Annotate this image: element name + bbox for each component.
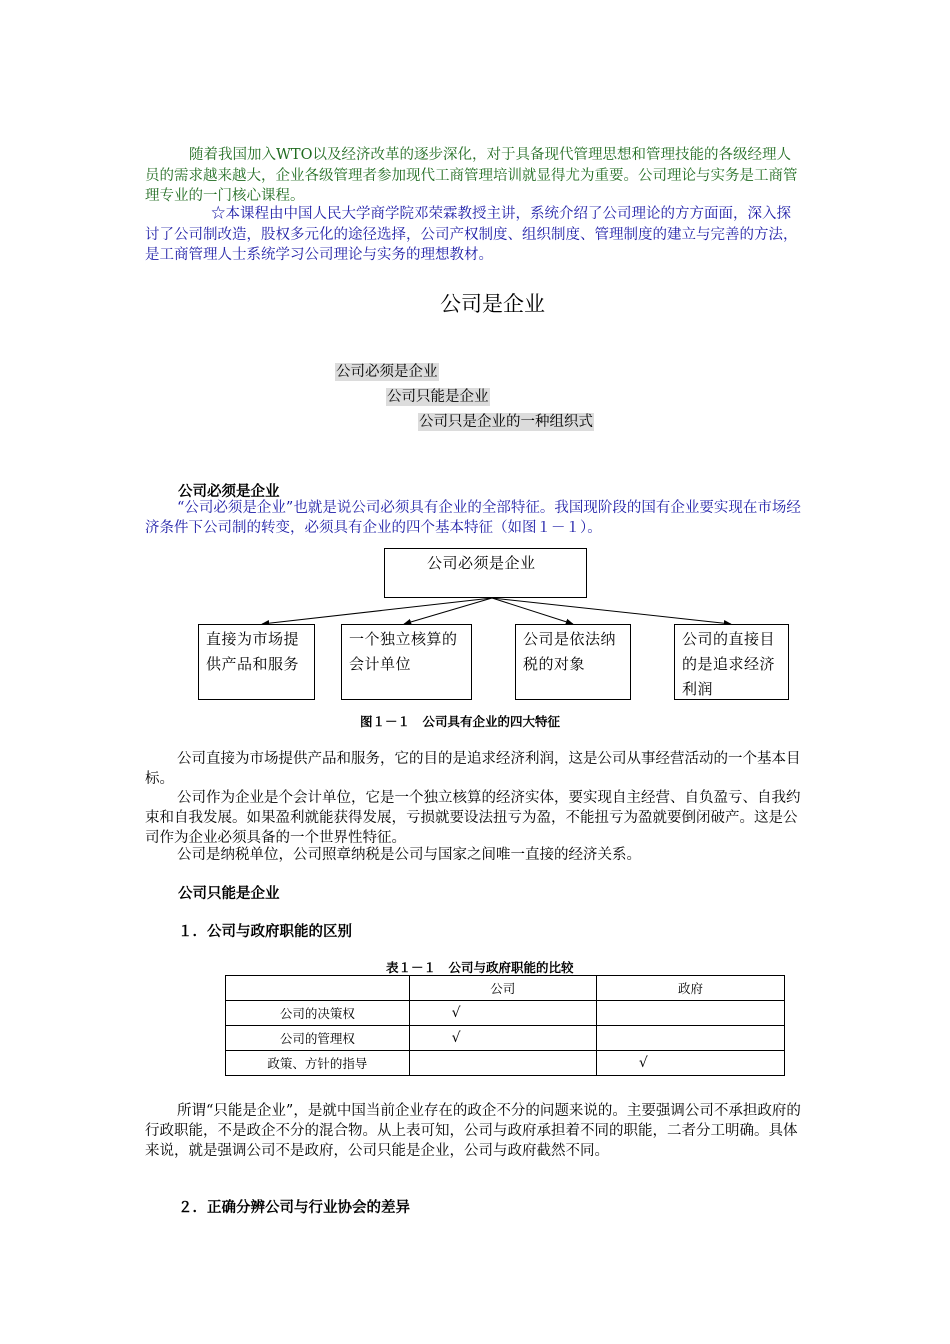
table-header-cell [226, 976, 410, 1001]
diagram-child-1: 直接为市场提供产品和服务 [198, 624, 315, 700]
toc-item-3[interactable]: 公司只是企业的一种组织式 [419, 414, 593, 430]
intro-paragraph-2: ☆本课程由中国人民大学商学院邓荣霖教授主讲，系统介绍了公司理论的方方面面，深入探讨了公司制改造，股权多元化的途径选择，公司产权制度、组织制度、管理制度的建立与完善的方法，是工商管理人士系统学习公司理论与实务的理想教材。 [145, 206, 798, 263]
table-row-label: 公司的决策权 [226, 1001, 410, 1026]
table-cell-company [409, 1051, 596, 1076]
arrow-to-child-4 [492, 598, 731, 624]
table-row [226, 1026, 785, 1051]
arrow-to-child-3 [492, 598, 573, 624]
table-row [226, 1001, 785, 1026]
arrow-to-child-2 [404, 598, 492, 624]
table-cell-government: √ [596, 1051, 784, 1076]
table-cell-company: √ [409, 1026, 596, 1051]
table-row [226, 1051, 785, 1076]
diagram-root-box: 公司必须是企业 [384, 548, 587, 598]
table-caption: 表１－１ 公司与政府职能的比较 [386, 960, 574, 975]
table-row-label: 公司的管理权 [226, 1026, 410, 1051]
figure-caption: 图１－１ 公司具有企业的四大特征 [360, 714, 561, 729]
comparison-table [225, 975, 785, 1076]
table-row-label: 政策、方针的指导 [226, 1051, 410, 1076]
page-title: 公司是企业 [440, 292, 545, 316]
table-cell-company: √ [409, 1001, 596, 1026]
section1-body: “公司必须是企业”也就是说公司必须具有企业的全部特征。我国现阶段的国有企业要实现在市场经济条件下公司制的转变，必须具有企业的四个基本特征（如图１－１）。 [145, 500, 801, 536]
table-header-company: 公司 [409, 976, 596, 1001]
table-header-government: 政府 [596, 976, 784, 1001]
subheading-1: １．公司与政府职能的区别 [178, 924, 352, 940]
diagram-child-2: 一个独立核算的会计单位 [341, 624, 472, 700]
section2-body: 所谓“只能是企业”，是就中国当前企业存在的政企不分的问题来说的。主要强调公司不承担政府的行政职能，不是政企不分的混合物。从上表可知，公司与政府承担着不同的职能，二者分工明确。具体来说，就是强调公司不是政府，公司只能是企业，公司与政府截然不同。 [145, 1103, 801, 1159]
section-heading-2: 公司只能是企业 [178, 886, 280, 902]
table-cell-government [596, 1001, 784, 1026]
body-paragraph-3: 公司是纳税单位，公司照章纳税是公司与国家之间唯一直接的经济关系。 [177, 847, 641, 863]
arrow-to-child-1 [262, 598, 492, 624]
intro-paragraph-1: 随着我国加入WTO以及经济改革的逐步深化，对于具备现代管理思想和管理技能的各级经理人员的需求越来越大，企业各级管理者参加现代工商管理培训就显得尤为重要。公司理论与实务是工商管理专业的一门核心课程。 [145, 147, 798, 204]
section-heading-1: 公司必须是企业 [178, 484, 280, 500]
diagram-child-3: 公司是依法纳税的对象 [515, 624, 631, 700]
body-paragraph-2: 公司作为企业是个会计单位，它是一个独立核算的经济实体，要实现自主经营、自负盈亏、自我约束和自我发展。如果盈利就能获得发展，亏损就要设法扭亏为盈，不能扭亏为盈就要倒闭破产。这是公司作为企业必须具备的一个世界性特征。 [145, 790, 801, 846]
toc-item-2[interactable]: 公司只能是企业 [387, 389, 489, 405]
table-cell-government [596, 1026, 784, 1051]
body-paragraph-1: 公司直接为市场提供产品和服务，它的目的是追求经济利润，这是公司从事经营活动的一个基本目标。 [145, 751, 801, 787]
table-header-row [226, 976, 785, 1001]
diagram-child-4: 公司的直接目的是追求经济利润 [674, 624, 789, 700]
toc-item-1[interactable]: 公司必须是企业 [336, 364, 438, 380]
subheading-2: ２．正确分辨公司与行业协会的差异 [178, 1200, 410, 1216]
